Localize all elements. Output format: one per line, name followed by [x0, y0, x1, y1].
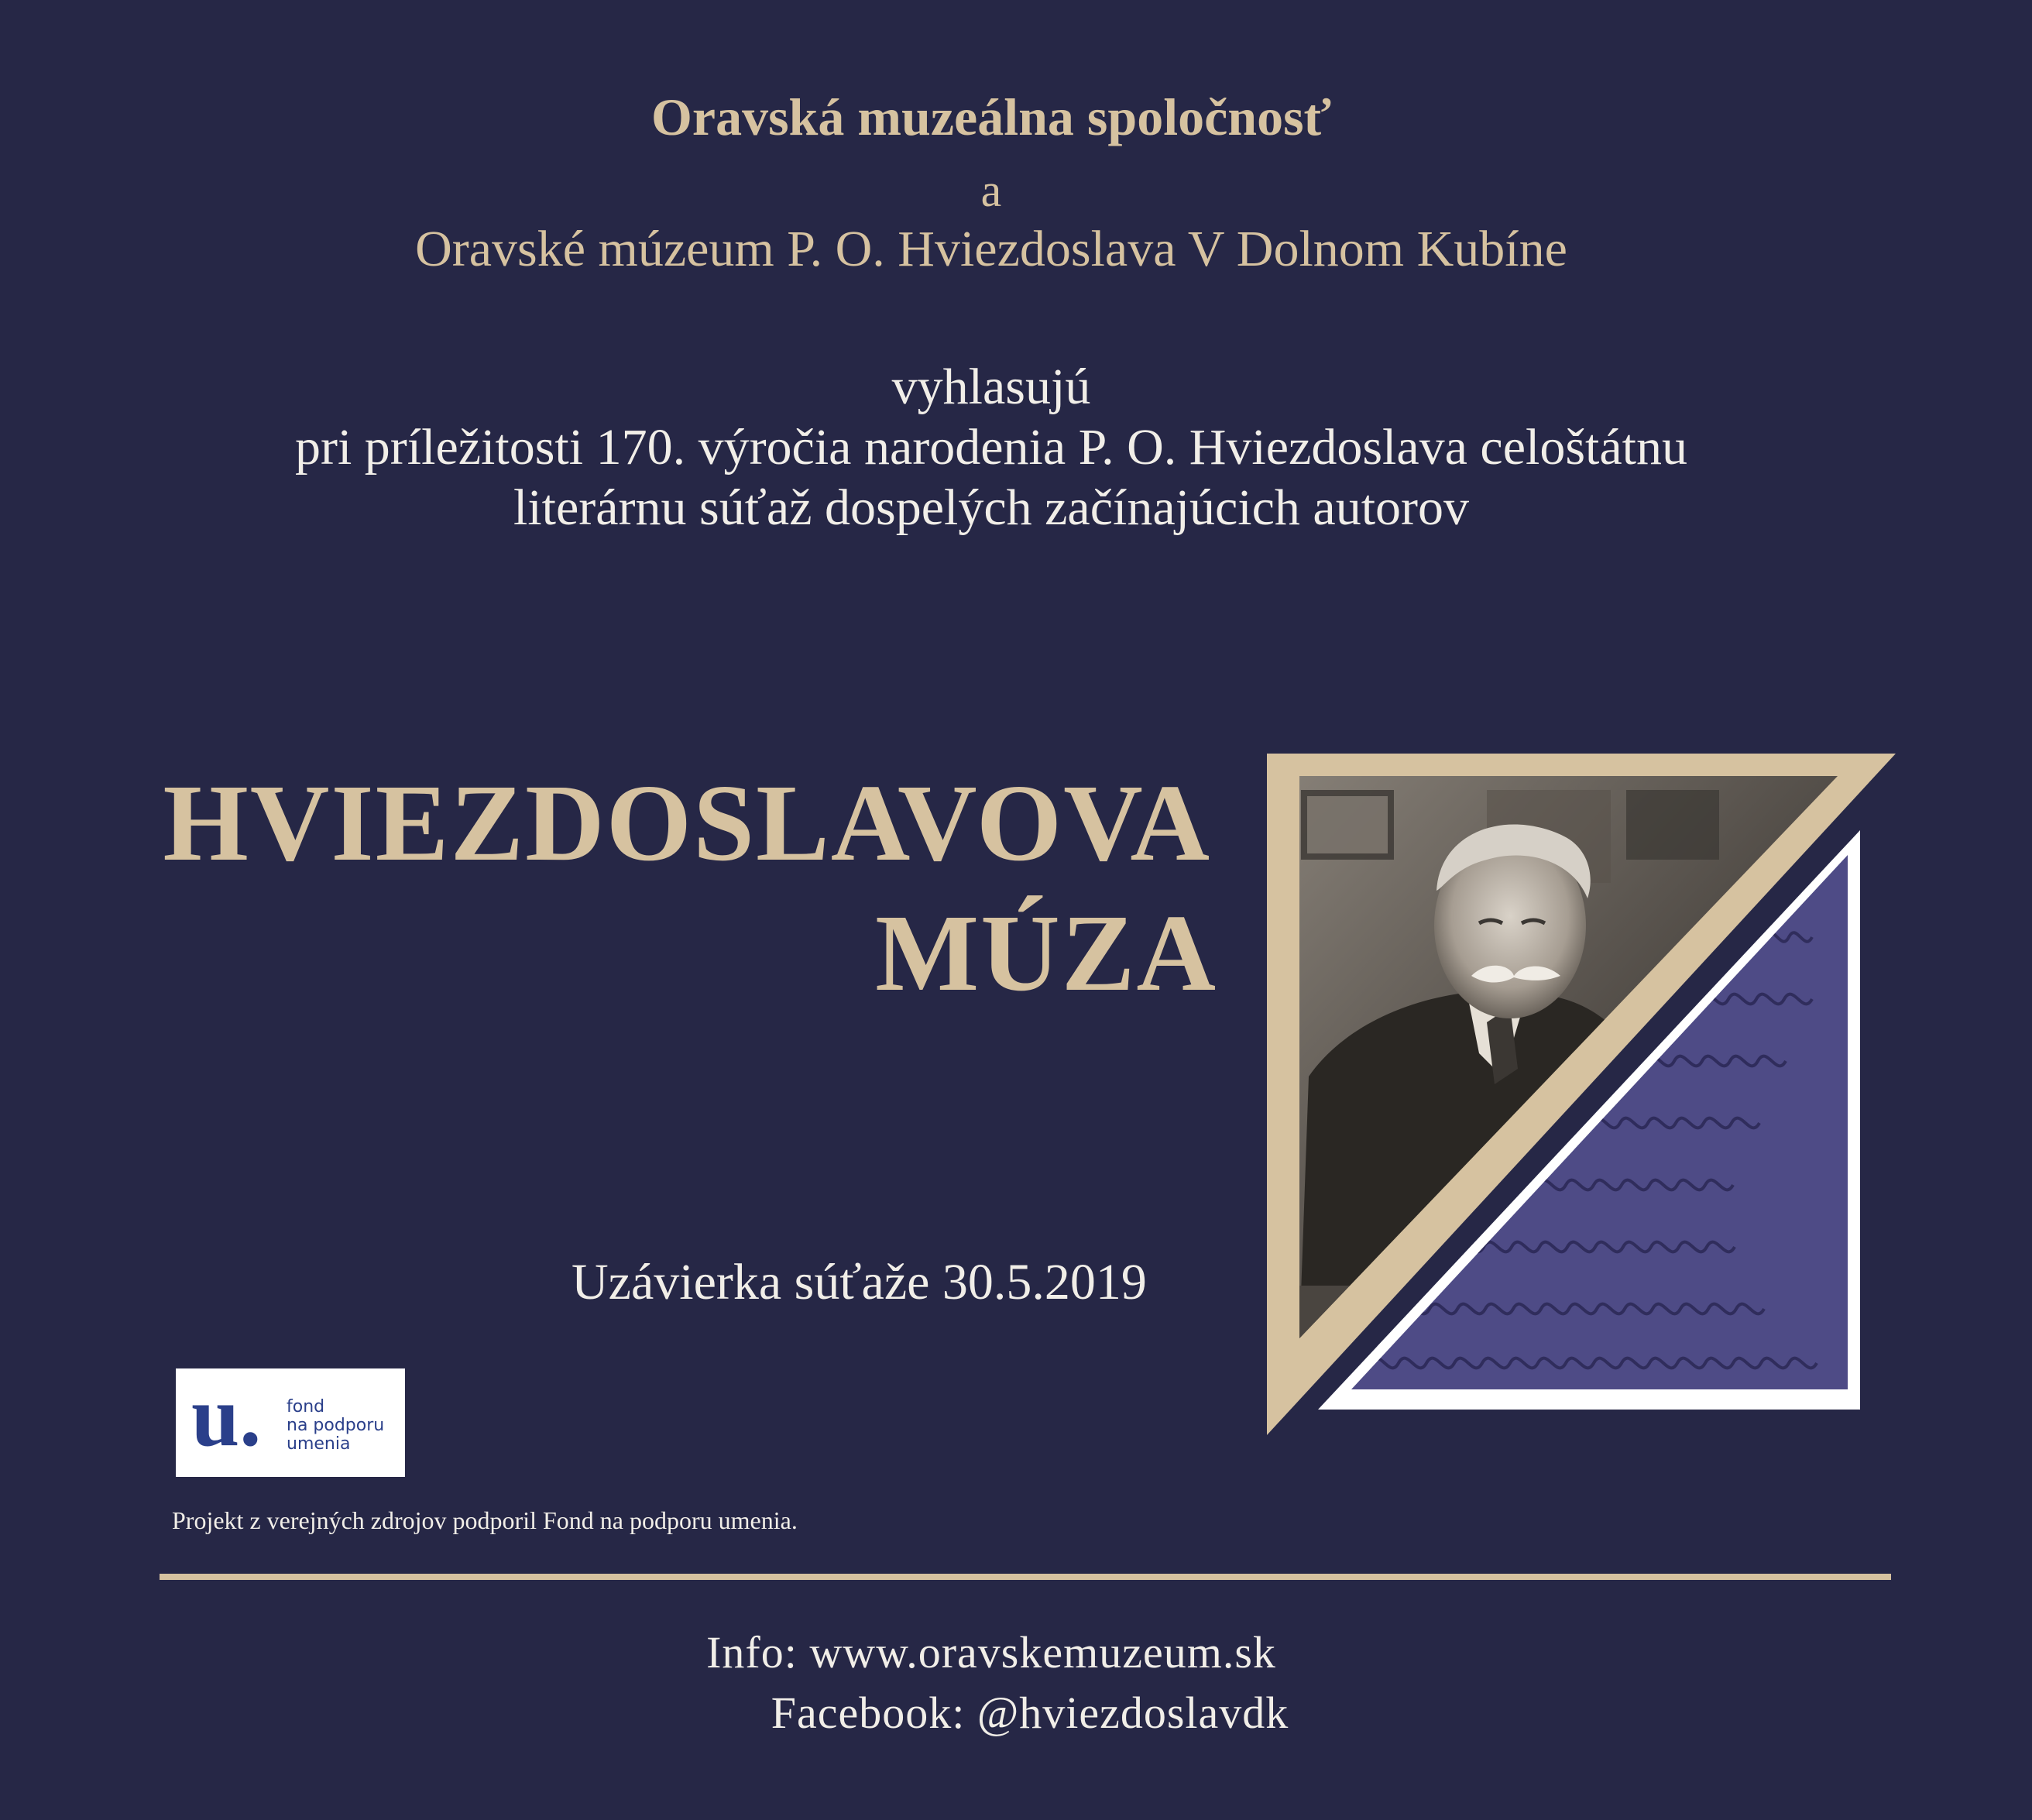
- info-website: Info: www.oravskemuzeum.sk: [706, 1627, 1276, 1677]
- sponsor-logo-line: na podporu: [287, 1416, 385, 1435]
- sponsor-logo: [176, 1368, 405, 1477]
- facebook-handle: Facebook: @hviezdoslavdk: [771, 1688, 1289, 1738]
- organizer-name-primary: Oravská muzeálna spoločnosť: [651, 88, 1331, 146]
- sponsor-logo-mark: u.: [191, 1368, 262, 1465]
- deadline-text: Uzávierka súťaže 30.5.2019: [572, 1254, 1147, 1310]
- divider: [160, 1574, 1891, 1580]
- announcement-verb: vyhlasujú: [891, 359, 1091, 415]
- funding-note: Projekt z verejných zdrojov podporil Fond na podporu umenia.: [172, 1506, 798, 1534]
- organizer-conjunction: a: [980, 165, 1002, 216]
- sponsor-logo-line: umenia: [287, 1434, 351, 1454]
- organizer-name-secondary: Oravské múzeum P. O. Hviezdoslava V Dolnom Kubíne: [415, 221, 1567, 277]
- announcement-occasion: pri príležitosti 170. výročia narodenia P. O. Hviezdoslava celoštátnu: [294, 419, 1688, 476]
- sponsor-logo-text: [287, 1398, 384, 1454]
- contest-title-line-1: HVIEZDOSLAVOVA: [163, 761, 1211, 884]
- artwork-triangles: [1255, 743, 1905, 1444]
- contest-title-line-2: MÚZA: [875, 891, 1217, 1014]
- announcement-contest: literárnu súťaž dospelých začínajúcich autorov: [513, 479, 1470, 536]
- sponsor-logo-line: fond: [287, 1397, 325, 1417]
